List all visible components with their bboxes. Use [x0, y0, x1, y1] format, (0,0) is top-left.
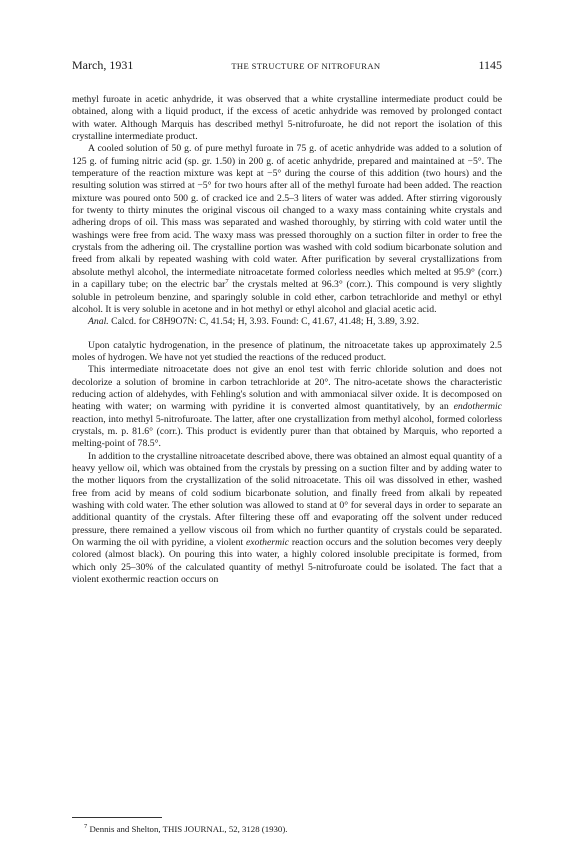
paper-page: [72, 58, 502, 586]
paragraph-oil: [72, 451, 502, 587]
footnote-ref: 7: [225, 277, 229, 285]
italic-term: endothermic: [453, 401, 502, 413]
italic-term: exothermic: [246, 537, 290, 549]
footnote-marker: 7: [84, 823, 88, 831]
paragraph-preparation: [72, 143, 502, 316]
analysis-label: Anal.: [88, 316, 109, 328]
paragraph-text: In addition to the crystalline nitroacetate described above, there was obtained an almost equal quantity of a heavy yellow oil, which was obtained from the crystals by pressing on a suction filter and by adding water to the mother liquors from the crystallization of the solid nitroacetate. This oil was dissolved in ether, washed free from acid by means of cold sodium bicarbonate solution, and finally freed from alkali by repeated washing with cold water. The ether solution was allowed to stand at 0° for several days in order to separate an additional quantity of the crystals. After filtering these off and evaporating off the solvent under reduced pressure, there remained a yellow viscous oil from which no further quantity of crystals could be separated. On warming the oil with pyridine, a violent: [72, 450, 502, 549]
header-title: THE STRUCTURE OF NITROFURAN: [231, 61, 381, 71]
paragraph-reactions: [72, 364, 502, 450]
footnote-rule: [72, 817, 162, 818]
footnote-text: Dennis and Shelton, THIS JOURNAL, 52, 3128 (1930).: [89, 824, 288, 834]
paragraph-continued: methyl furoate in acetic anhydride, it was observed that a white crystalline intermediate product could be obtained, along with a liquid product, if the excess of acetic anhydride was removed by prolonged contact with water. Although Marquis has described methyl 5-nitrofuroate, he did not report the isolation of this crystalline intermediate product.: [72, 94, 502, 143]
page-number: 1145: [478, 58, 502, 72]
section-gap: [72, 329, 502, 340]
paragraph-hydrogenation: Upon catalytic hydrogenation, in the presence of platinum, the nitroacetate takes up approximately 2.5 moles of hydrogen. We have not yet studied the reactions of the reduced product.: [72, 339, 502, 363]
footnote-line: [72, 824, 502, 834]
paragraph-text: reaction, into methyl 5-nitrofuroate. The latter, after one crystallization from methyl alcohol, formed colorless crystals, m. p. 81.6° (corr.). This product is evidently purer than that obtained by Marquis, who reported a melting-point of 78.5°.: [72, 413, 502, 450]
paragraph-text: A cooled solution of 50 g. of pure methyl furoate in 75 g. of acetic anhydride was added to a solution of 125 g. of fuming nitric acid (sp. gr. 1.50) in 200 g. of acetic anhydride, prepared and maintained at −5°. The temperature of the reaction mixture was kept at −5° during the course of this addition (two hours) and the resulting solution was stirred at −5° for two hours after all of the methyl furoate had been added. The reaction mixture was poured onto 500 g. of cracked ice and 2.5–3 liters of water was added. After stirring vigorously for twenty to thirty minutes the original viscous oil changed to a waxy mass containing white crystals and adhering drops of oil. This mass was separated and washed thoroughly, by stirring with cold water until the washings were free from acid. The waxy mass was pressed thoroughly on a suction filter in order to free the crystals from the adhering oil. The crystalline portion was washed with cold sodium bicarbonate solution and freed from alkali by repeated washing with cold water. After purification by several crystallizations from absolute methyl alcohol, the intermediate nitroacetate formed colorless needles which melted at 95.9° (corr.) in a capillary tube; on the electric bar: [72, 143, 502, 291]
paragraph-text: This intermediate nitroacetate does not give an enol test with ferric chloride solution and does not decolorize a solution of bromine in carbon tetrachloride at 20°. The nitro-acetate shows the characteristic reducing action of aldehydes, with Fehling's solution and with ammoniacal silver oxide. It is decomposed on heating with water; on warming with pyridine it is converted almost quantitatively, by an: [72, 364, 502, 413]
analysis-line: [72, 316, 502, 328]
paragraph-text: reaction occurs and the solution becomes very deeply colored (almost black). On pouring this into water, a highly colored insoluble precipitate is formed, from which only 25–30% of the calculated quantity of methyl 5-nitrofuroate could be isolated. The fact that a violent exothermic reaction occurs on: [72, 537, 503, 586]
paragraph-text: the crystals melted at 96.3° (corr.). This compound is very slightly soluble in petroleum benzine, and sparingly soluble in cold ether, carbon tetrachloride and methyl or ethyl alcohol. It is very soluble in acetone and in hot methyl or ethyl alcohol and glacial acetic acid.: [72, 279, 502, 315]
header-date: March, 1931: [72, 58, 134, 72]
analysis-text: Calcd. for C8H9O7N: C, 41.54; H, 3.93. Found: C, 41.67, 41.48; H, 3.89, 3.92.: [111, 316, 419, 328]
running-header: [72, 58, 502, 73]
body-text: [72, 94, 502, 586]
footnote: [72, 817, 502, 834]
